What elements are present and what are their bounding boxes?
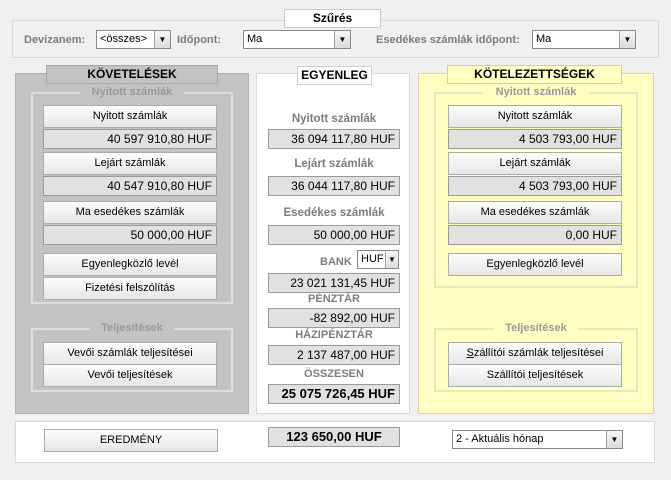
receivables-open-value: 40 597 910,80 HUF bbox=[43, 129, 217, 149]
receivables-fulfilments-group-label: Teljesítések bbox=[90, 322, 174, 335]
chevron-down-icon[interactable]: ▼ bbox=[154, 31, 170, 48]
currency-select-value: <összes> bbox=[100, 33, 148, 45]
liabilities-statement-letter-button[interactable]: Egyenlegközlő levél bbox=[448, 253, 622, 276]
supplier-invoice-payments-label: zállítói számlák teljesítései bbox=[473, 347, 604, 359]
balance-due-value: 50 000,00 HUF bbox=[268, 225, 400, 245]
balance-open-value: 36 094 117,80 HUF bbox=[268, 129, 400, 149]
period-select[interactable] bbox=[452, 430, 623, 449]
time-select-value: Ma bbox=[247, 33, 263, 45]
liabilities-open-group-label: Nyitott számlák bbox=[483, 86, 589, 99]
chevron-down-icon[interactable]: ▼ bbox=[606, 431, 622, 448]
supplier-payments-button[interactable]: Szállítói teljesítések bbox=[448, 364, 622, 387]
liabilities-overdue-value: 4 503 793,00 HUF bbox=[448, 176, 622, 196]
balance-due-label: Esedékes számlák bbox=[283, 207, 385, 219]
currency-select[interactable] bbox=[96, 30, 171, 49]
payment-reminder-button[interactable]: Fizetési felszólítás bbox=[43, 277, 217, 300]
due-date-select-value: Ma bbox=[536, 33, 552, 45]
cash-label: PÉNZTÁR bbox=[308, 293, 360, 305]
supplier-invoice-payments-hotkey: S bbox=[466, 347, 474, 359]
house-cash-value: 2 137 487,00 HUF bbox=[268, 345, 400, 365]
time-label: Időpont: bbox=[177, 34, 221, 46]
receivables-open-invoices-button[interactable]: Nyitott számlák bbox=[43, 105, 217, 128]
due-date-select[interactable] bbox=[532, 30, 636, 49]
chevron-down-icon[interactable]: ▼ bbox=[385, 251, 398, 268]
total-label: ÖSSZESEN bbox=[304, 368, 364, 380]
liabilities-open-invoices-button[interactable]: Nyitott számlák bbox=[448, 105, 622, 128]
liabilities-overdue-invoices-button[interactable]: Lejárt számlák bbox=[448, 152, 622, 175]
liabilities-due-today-value: 0,00 HUF bbox=[448, 225, 622, 245]
bank-currency-value: HUF bbox=[361, 253, 384, 265]
bank-currency-select[interactable] bbox=[357, 250, 399, 269]
bank-value: 23 021 131,45 HUF bbox=[268, 273, 400, 293]
customer-invoice-payments-button[interactable]: Vevői számlák teljesítései bbox=[43, 342, 217, 365]
balance-title: EGYENLEG bbox=[297, 66, 372, 85]
liabilities-open-value: 4 503 793,00 HUF bbox=[448, 129, 622, 149]
receivables-due-today-value: 50 000,00 HUF bbox=[43, 225, 217, 245]
balance-overdue-value: 36 044 117,80 HUF bbox=[268, 176, 400, 196]
house-cash-label: HÁZIPÉNZTÁR bbox=[295, 329, 373, 341]
receivables-overdue-invoices-button[interactable]: Lejárt számlák bbox=[43, 152, 217, 175]
supplier-invoice-payments-button[interactable] bbox=[448, 342, 622, 365]
receivables-due-today-button[interactable]: Ma esedékes számlák bbox=[43, 201, 217, 224]
currency-label: Devizanem: bbox=[24, 34, 86, 46]
balance-overdue-label: Lejárt számlák bbox=[294, 158, 374, 170]
liabilities-fulfilments-group-label: Teljesítések bbox=[494, 322, 578, 335]
due-date-label: Esedékes számlák időpont: bbox=[376, 34, 520, 46]
total-value: 25 075 726,45 HUF bbox=[268, 384, 400, 404]
cash-value: -82 892,00 HUF bbox=[268, 308, 400, 328]
customer-payments-button[interactable]: Vevői teljesítések bbox=[43, 364, 217, 387]
liabilities-title: KÖTELEZETTSÉGEK bbox=[447, 65, 622, 84]
bank-label: BANK bbox=[320, 256, 352, 268]
receivables-title: KÖVETELÉSEK bbox=[46, 65, 218, 84]
receivables-overdue-value: 40 547 910,80 HUF bbox=[43, 176, 217, 196]
balance-open-label: Nyitott számlák bbox=[291, 113, 377, 125]
time-select[interactable] bbox=[243, 30, 351, 49]
filter-title: Szűrés bbox=[284, 9, 381, 28]
receivables-open-group-label: Nyitott számlák bbox=[80, 86, 184, 99]
chevron-down-icon[interactable]: ▼ bbox=[619, 31, 635, 48]
chevron-down-icon[interactable]: ▼ bbox=[334, 31, 350, 48]
result-button[interactable]: EREDMÉNY bbox=[44, 429, 218, 452]
period-select-value: 2 - Aktuális hónap bbox=[456, 433, 544, 445]
liabilities-due-today-button[interactable]: Ma esedékes számlák bbox=[448, 201, 622, 224]
result-value: 123 650,00 HUF bbox=[268, 427, 400, 447]
receivables-statement-letter-button[interactable]: Egyenlegközlő levél bbox=[43, 253, 217, 276]
